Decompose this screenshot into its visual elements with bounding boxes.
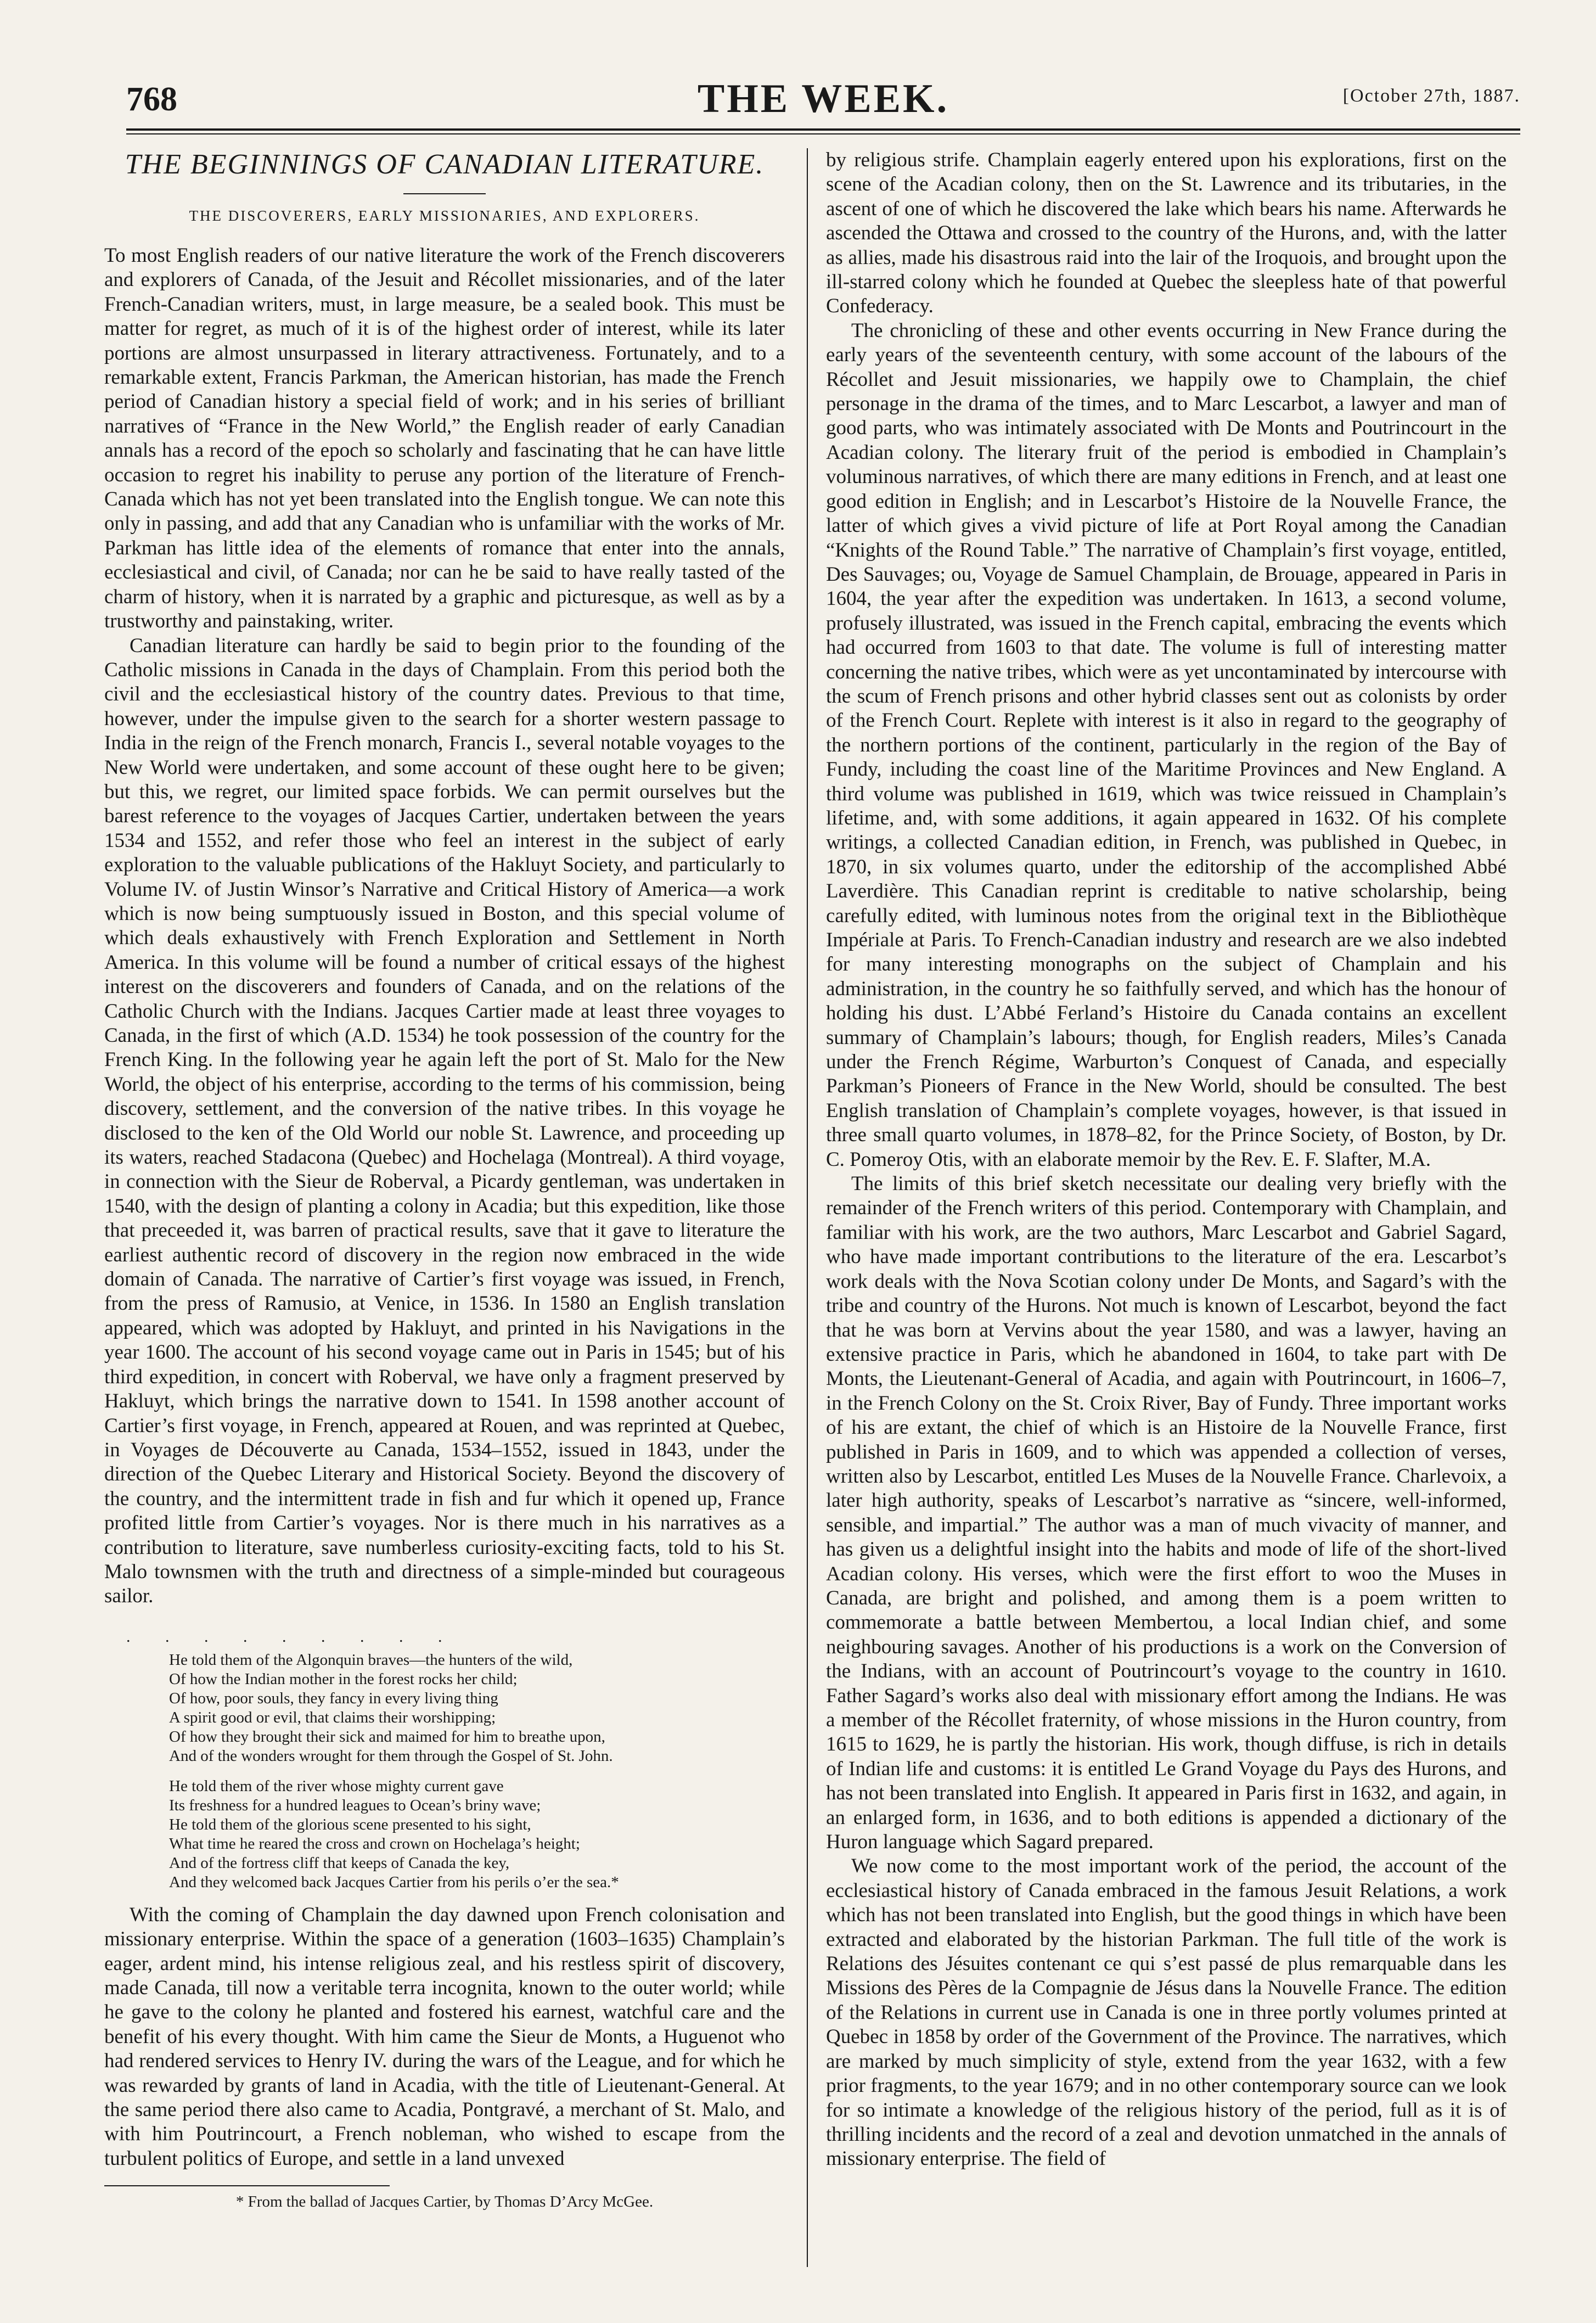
right-column xyxy=(826,148,1507,2272)
masthead xyxy=(126,76,1520,125)
poem-stanza xyxy=(169,1651,785,1766)
title-rule xyxy=(403,193,486,194)
footnote: * From the ballad of Jacques Cartier, by Thomas D’Arcy McGee. xyxy=(235,2193,654,2211)
left-column xyxy=(104,148,785,2272)
poem-line: He told them of the glorious scene presented to his sight, xyxy=(169,1815,531,1833)
issue-date: [October 27th, 1887. xyxy=(1342,86,1520,106)
masthead-rule-thin xyxy=(126,133,1520,134)
article-title: THE BEGINNINGS OF CANADIAN LITERATURE. xyxy=(125,149,765,180)
paragraph: To most English readers of our native literature the work of the French discoverers and explorers of Canada, of the Jesuit and Récollet missionaries, and of the later French-Canadian writers, must, in large measure, be a sealed book. This must be matter for regret, as much of it is of the highest order of interest, while its later portions are almost unsurpassed in literary attractiveness. Fortunately, and to a remarkable extent, Francis Parkman, the American historian, has made the French period of Canadian history a special field of work; and in his series of brilliant narratives of “France in the New World,” the English reader of early Canadian annals has a record of the epoch so scholarly and fascinating that he can have little occasion to regret his inability to peruse any portion of the literature of French-Canada which has not yet been translated into the English tongue. We can note this only in passing, and add that any Canadian who is unfamiliar with the works of Mr. Parkman has little idea of the elements of romance that enter into the annals, ecclesiastical and civil, of Canada; nor can he be said to have really tasted of the charm of history, when it is narrated by a graphic and picturesque, as well as by a trustworthy and painstaking, writer. xyxy=(104,244,785,633)
paragraph: The chronicling of these and other events occurring in New France during the early years of the seventeenth century, with some account of the labours of the Récollet and Jesuit missionaries, we happily owe to Champlain, the chief personage in the drama of the times, and to Marc Lescarbot, a lawyer and man of good parts, who was intimately associated with De Monts and Poutrincourt in the Acadian colony. The literary fruit of the period is embodied in Champlain’s voluminous narratives, of which there are many editions in French, and at least one good edition in English; and in Lescarbot’s Histoire de la Nouvelle France, the latter of which gives a vivid picture of life at Port Royal among the Canadian “Knights of the Round Table.” The narrative of Champlain’s first voyage, entitled, Des Sauvages; ou, Voyage de Samuel Champlain, de Brouage, appeared in Paris in 1604, the year after the expedition was undertaken. In 1613, a second volume, profusely illustrated, was issued in the French capital, embracing the events which had occurred from 1603 to that date. The volume is full of interesting matter concerning the native tribes, which were as yet uncontaminated by intercourse with the scum of French prisons and other hybrid classes sent out as colonists by order of the French Court. Replete with interest is it also in regard to the geography of the northern portions of the continent, particularly in the region of the Bay of Fundy, including the coast line of the Maritime Provinces and New England. A third volume was published in 1619, which was twice reissued in Champlain’s lifetime, and, with some additions, it again appeared in 1632. Of his complete writings, a collected Canadian edition, in French, was published in Quebec, in 1870, in six volumes quarto, under the editorship of the accomplished Abbé Laverdière. This Canadian reprint is creditable to native scholarship, being carefully edited, with luminous notes from the original text in the Bibliothèque Impériale at Paris. To French-Canadian industry and research are we also indebted for many interesting monographs on the subject of Champlain and his administration, in the country he so faithfully served, and which has the honour of holding his dust. L’Abbé Ferland’s Histoire du Canada contains an excellent summary of Champlain’s labours; though, for English readers, Miles’s Canada under the French Régime, Warburton’s Conquest of Canada, and especially Parkman’s Pioneers of France in the New World, should be consulted. The best English translation of Champlain’s complete voyages, however, is that issued in three small quarto volumes, in 1878–82, for the Prince Society, of Boston, by Dr. C. Pomeroy Otis, with an elaborate memoir by the Rev. E. F. Slafter, M.A. xyxy=(826,319,1507,1171)
paragraph: With the coming of Champlain the day dawned upon French colonisation and missionary enterprise. Within the space of a generation (1603–1635) Champlain’s eager, ardent mind, his intense religious zeal, and his restless spirit of discovery, made Canada, till now a veritable terra incognita, known to the outer world; while he gave to the colony he planted and fostered his earnest, watchful care and the benefit of his every thought. With him came the Sieur de Monts, a Huguenot who had rendered services to Henry IV. during the wars of the League, and for which he was rewarded by grants of land in Acadia, with the title of Lieutenant-General. At the same period there also came to Acadia, Pontgravé, a merchant of St. Malo, and with him Poutrincourt, a French nobleman, who wished to escape from the turbulent politics of Europe, and settle in a land unvexed xyxy=(104,1903,785,2170)
poem-line: Its freshness for a hundred leagues to Ocean’s briny wave; xyxy=(169,1796,541,1814)
journal-name: THE WEEK. xyxy=(697,76,949,121)
poem-line: And of the wonders wrought for them through the Gospel of St. John. xyxy=(169,1747,613,1765)
footnote-rule xyxy=(104,2185,390,2186)
poem-line: He told them of the river whose mighty current gave xyxy=(169,1777,504,1795)
article-subtitle: THE DISCOVERERS, EARLY MISSIONARIES, AND EXPLORERS. xyxy=(189,207,700,224)
poem-stanza xyxy=(169,1777,785,1892)
paragraph: by religious strife. Champlain eagerly entered upon his explorations, first on the scene of the Acadian colony, then on the St. Lawrence and its tributaries, in the ascent of one of which he discovered the lake which bears his name. Afterwards he ascended the Ottawa and crossed to the country of the Hurons, and, with the latter as allies, made his disastrous raid into the lair of the Iroquois, and brought upon the ill-starred colony which he founded at Quebec the sleepless hate of that powerful Confederacy. xyxy=(826,149,1507,318)
paragraph: The limits of this brief sketch necessitate our dealing very briefly with the remainder of the French writers of this period. Contemporary with Champlain, and familiar with his work, are the two authors, Marc Lescarbot and Gabriel Sagard, who have made important contributions to the literature of the era. Lescarbot’s work deals with the Nova Scotian colony under De Monts, and Sagard’s with the tribe and country of the Hurons. Not much is known of Lescarbot, beyond the fact that he was born at Vervins about the year 1580, and was a lawyer, having an extensive practice in Paris, which he abandoned in 1604, to take part with De Monts, the Lieutenant-General of Acadia, and again with Poutrincourt, in 1606–7, in the French Colony on the St. Croix River, Bay of Fundy. Three important works of his are extant, the chief of which is an Histoire de la Nouvelle France, first published in Paris in 1609, and to which was appended a collection of verses, written also by Lescarbot, entitled Les Muses de la Nouvelle France. Charlevoix, a later high authority, speaks of Lescarbot’s narrative as “sincere, well-informed, sensible, and impartial.” The author was a man of much vivacity of manner, and has given us a delightful insight into the habits and mode of life of the short-lived Acadian colony. His verses, which were the first effort to woo the Muses in Canada, are bright and polished, and among them is a poem written to commemorate a battle between Membertou, a local Indian chief, and some neighbouring savages. Another of his productions is a work on the Conversion of the Indians, with an account of Poutrincourt’s voyage to the country in 1610. Father Sagard’s works also deal with missionary effort among the Indians. He was a member of the Récollet fraternity, of whose missions in the Huron country, from 1615 to 1629, he is partly the historian. His work, though diffuse, is rich in details of Indian life and customs: it is entitled Le Grand Voyage du Pays des Hurons, and has not been translated into English. It appeared in Paris first in 1632, and again, in an enlarged form, in 1636, and to both editions is appended a dictionary of the Huron language which Sagard prepared. xyxy=(826,1172,1507,1854)
poem-excerpt xyxy=(169,1651,785,1892)
paragraph: We now come to the most important work of the period, the account of the ecclesiastical history of Canada embraced in the famous Jesuit Relations, a work which has not been translated into English, but the good things in which have been extracted and elaborated by the historian Parkman. The full title of the work is Relations des Jésuites contenant ce qui s’est passé de plus remarquable dans les Missions des Pères de la Compagnie de Jésus dans la Nouvelle France. The edition of the Relations in current use in Canada is one in three portly volumes printed at Quebec in 1858 by order of the Government of the Province. The narratives, which are marked by much simplicity of style, extend from the year 1632, with a few prior fragments, to the year 1679; and in no other contemporary source can we look for so intimate a knowledge of the religious history of the period, full as it is of thrilling incidents and the record of a zeal and devotion unmatched in the annals of missionary enterprise. The field of xyxy=(826,1855,1507,2170)
column-divider xyxy=(807,148,808,2267)
page-number: 768 xyxy=(126,81,177,118)
poem-line: Of how the Indian mother in the forest rocks her child; xyxy=(169,1670,518,1688)
masthead-rule xyxy=(126,128,1520,131)
poem-line: A spirit good or evil, that claims their worshipping; xyxy=(169,1708,496,1726)
poem-line: He told them of the Algonquin braves—the hunters of the wild, xyxy=(169,1651,573,1669)
poem-line: And of the fortress cliff that keeps of Canada the key, xyxy=(169,1854,510,1872)
poem-line: What time he reared the cross and crown on Hochelaga’s height; xyxy=(169,1834,580,1853)
poem-line: Of how they brought their sick and maimed for him to breathe upon, xyxy=(169,1727,605,1746)
paragraph: Canadian literature can hardly be said to begin prior to the founding of the Catholic missions in Canada in the days of Champlain. From this period both the civil and the ecclesiastical history of the country dates. Previous to that time, however, under the impulse given to the search for a shorter western passage to India in the reign of the French monarch, Francis I., several notable voyages to the New World were undertaken, and some account of these ought here to be given; but this, we regret, our limited space forbids. We can permit ourselves but the barest reference to the voyages of Jacques Cartier, undertaken between the years 1534 and 1552, and refer those who feel an interest in the subject of early exploration to the valuable publications of the Hakluyt Society, and particularly to Volume IV. of Justin Winsor’s Narrative and Critical History of America—a work which is now being sumptuously issued in Boston, and this special volume of which deals exhaustively with French Exploration and Settlement in North America. In this volume will be found a number of critical essays of the highest interest on the discoverers and founders of Canada, and on the relations of the Catholic Church with the Indians. Jacques Cartier made at least three voyages to Canada, in the first of which (A.D. 1534) he took possession of the country for the French King. In the following year he again left the port of St. Malo for the New World, the object of his enterprise, according to the terms of his commission, being discovery, settlement, and the conversion of the native tribes. In this voyage he disclosed to the ken of the Old World our noble St. Lawrence, and proceeding up its waters, reached Stadacona (Quebec) and Hochelaga (Montreal). A third voyage, in connection with the Sieur de Roberval, a Picardy gentleman, was undertaken in 1540, with the design of planting a colony in Acadia; but this expedition, like those that preceeded it, was barren of practical results, save that it gave to literature the earliest authentic record of discovery in the region now embraced in the wide domain of Canada. The narrative of Cartier’s first voyage was issued, in French, from the press of Ramusio, at Venice, in 1536. In 1580 an English translation appeared, which was adopted by Hakluyt, and printed in his Navigations in the year 1600. The account of his second voyage came out in Paris in 1545; but of his third expedition, in concert with Roberval, we have only a fragment preserved by Hakluyt, which brings the narrative down to 1541. In 1598 another account of Cartier’s first voyage, in French, appeared at Rouen, and was reprinted at Quebec, in Voyages de Découverte au Canada, 1534–1552, issued in 1843, under the direction of the Quebec Literary and Historical Society. Beyond the discovery of the country, and the intermittent trade in fish and fur which it opened up, France profited little from Cartier’s voyages. Nor is there much in his narratives as a contribution to literature, save numberless curiosity-exciting facts, told to his St. Malo townsmen with the truth and directness of a simple-minded but courageous sailor. xyxy=(104,634,785,1608)
poem-line: And they welcomed back Jacques Cartier from his perils o’er the sea.* xyxy=(169,1873,619,1891)
poem-ellipsis: . . . . . . . . . xyxy=(126,1627,458,1646)
poem-line: Of how, poor souls, they fancy in every living thing xyxy=(169,1689,498,1707)
